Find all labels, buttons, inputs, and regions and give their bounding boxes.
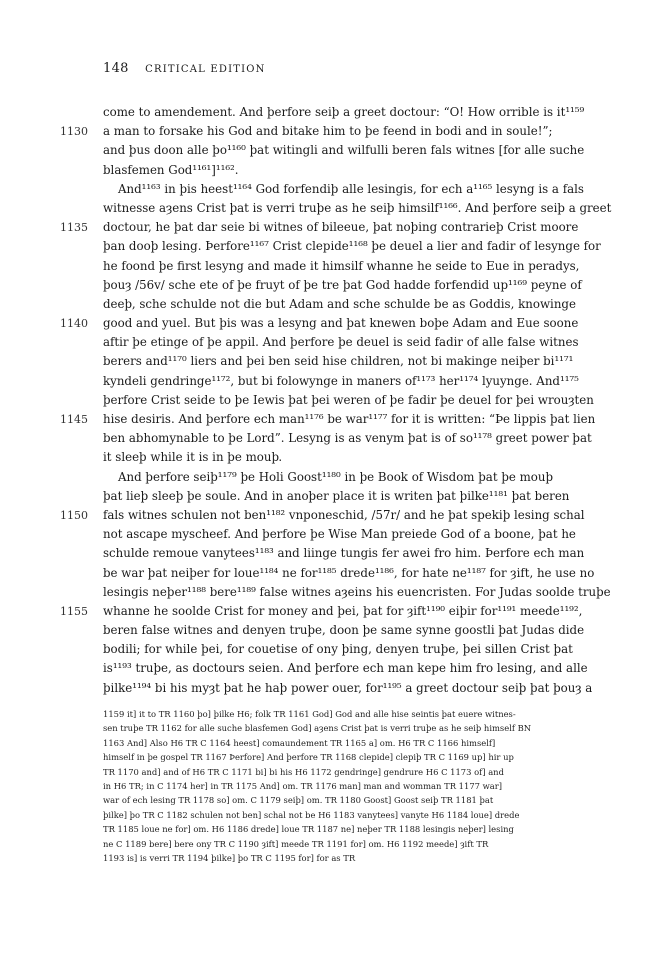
text-line-content: fals witnes schulen not ben¹¹⁸² vnponeschid, /57r/ and he þat spekiþ lesing schal: [103, 507, 585, 522]
text-line: [103, 391, 594, 410]
text-line: [103, 525, 575, 544]
text-line: [103, 333, 579, 352]
footnote-line: þilke] þo TR C 1182 schulen not ben] schal not be H6 1183 vanytees] vanyte H6 1184 loue] drede: [103, 809, 520, 820]
page-number: 148: [103, 61, 129, 76]
text-line: [103, 237, 601, 256]
text-line-content: lesingis neþer¹¹⁸⁸ bere¹¹⁸⁹ false witnes aȝeins his euencristen. For Judas soolde truþe: [103, 584, 611, 599]
footnote-line: TR 1185 loue ne for] om. H6 1186 drede] loue TR 1187 ne] neþer TR 1188 lesingis neþer] lesing: [103, 824, 514, 835]
text-line: [103, 583, 611, 602]
footnote-line: himself in þe gospel TR 1167 Þerfore] And þerfore TR 1168 clepide] clepiþ TR C 1169 up] hir up: [103, 752, 514, 763]
text-line: [60, 602, 583, 621]
text-line: [60, 218, 579, 237]
text-line: [103, 199, 612, 218]
running-title: CRITICAL EDITION: [145, 64, 266, 75]
text-line-content: he foond þe first lesyng and made it himsilf whanne he seide to Eue in peradys,: [103, 258, 580, 273]
text-line-content: þan dooþ lesing. Þerfore¹¹⁶⁷ Crist clepide¹¹⁶⁸ þe deuel a lier and fadir of lesynge for: [103, 239, 601, 254]
text-line: [103, 621, 585, 640]
text-line: [103, 448, 575, 467]
footnote-line: ne C 1189 bere] bere ony TR C 1190 ȝift] meede TR 1191 for] om. H6 1192 meede] ȝift TR: [103, 838, 489, 849]
text-line-content: a man to forsake his God and bitake him to þe feend in bodi and in soule!”;: [103, 124, 553, 139]
text-line: [103, 679, 593, 698]
text-line: [103, 487, 575, 506]
text-line-content: and þus doon alle þo¹¹⁶⁰ þat witingli and wilfulli beren fals witnes [for alle suche: [103, 143, 585, 158]
text-line-content: be war þat neiþer for loue¹¹⁸⁴ ne for¹¹⁸⁵ drede¹¹⁸⁶, for hate ne¹¹⁸⁷ for ȝift, he use no: [103, 565, 595, 580]
footnote-line: 1159 it] it to TR 1160 þo] þilke H6; folk TR 1161 God] God and alle hise seintis þat euere witnes-: [103, 709, 516, 719]
text-line-content: schulde remoue vanytees¹¹⁸³ and liinge tungis fer awei fro him. Þerfore ech man: [103, 546, 585, 561]
footnote-line: in H6 TR; in C 1174 her] in TR 1175 And] om. TR 1176 man] man and womman TR 1177 war]: [103, 780, 503, 791]
text-line-content: not ascape myscheef. And þerfore þe Wise Man preiede God of a boone, þat he: [103, 527, 576, 542]
line-number: 1150: [60, 508, 88, 522]
text-line: [103, 161, 575, 180]
text-line-content: beren false witnes and denyen truþe, doon þe same synne goostli þat Judas dide: [103, 623, 585, 638]
text-line-content: berers and¹¹⁷⁰ liers and þei ben seid hise children, not bi makinge neiþer bi¹¹⁷¹: [103, 354, 574, 369]
text-line: [103, 103, 585, 122]
text-line: [103, 295, 575, 314]
text-line-content: kyndeli gendringe¹¹⁷², but bi folowynge in maners of¹¹⁷³ her¹¹⁷⁴ lyuynge. And¹¹⁷⁵: [103, 373, 579, 388]
footnote-line: TR 1170 and] and of H6 TR C 1171 bi] bi his H6 1172 gendringe] gendrure H6 C 1173 of] and: [103, 766, 504, 777]
line-number: 1140: [60, 317, 88, 331]
text-line: [103, 180, 584, 199]
text-line: [103, 429, 592, 448]
footnote-line: 1193 is] is verri TR 1194 þilke] þo TR C 1195 for] for as TR: [103, 852, 356, 863]
text-line: [60, 314, 579, 333]
text-line-content: And þerfore seiþ¹¹⁷⁹ þe Holi Goost¹¹⁸⁰ in þe Book of Wisdom þat þe mouþ: [103, 469, 554, 484]
text-line-content: deeþ, sche schulde not die but Adam and sche schulde be as Goddis, knowinge: [103, 296, 576, 311]
text-line: [60, 122, 575, 141]
text-line-content: þat lieþ sleeþ þe soule. And in anoþer place it is writen þat þilke¹¹⁸¹ þat beren: [103, 488, 570, 503]
footnote-line: war of ech lesing TR 1178 so] om. C 1179 seiþ] om. TR 1180 Goost] Goost seiþ TR 1181 þat: [103, 795, 494, 806]
text-line-content: it sleeþ while it is in þe mouþ.: [103, 450, 283, 465]
text-line: [103, 257, 580, 276]
text-line: [103, 544, 585, 563]
text-line-content: bodili; for while þei, for couetise of ony þing, denyen truþe, þei sillen Crist þat: [103, 642, 573, 657]
text-line-content: whanne he soolde Crist for money and þei, þat for ȝift¹¹⁹⁰ eiþir for¹¹⁹¹ meede¹¹⁹²,: [103, 603, 583, 618]
line-number: 1155: [60, 604, 88, 618]
text-line-content: aftir þe etinge of þe appil. And þerfore þe deuel is seid fadir of alle false witnes: [103, 335, 579, 350]
text-line-content: come to amendement. And þerfore seiþ a greet doctour: “O! How orrible is it¹¹⁵⁹: [103, 105, 585, 119]
edition-text: [60, 103, 612, 698]
line-number: 1145: [60, 413, 88, 426]
line-number: 1130: [60, 125, 88, 139]
text-line-content: doctour, he þat dar seie bi witnes of bileeue, þat noþing contrarieþ Crist moore: [103, 220, 579, 235]
text-line: [103, 564, 595, 583]
text-line-content: hise desiris. And þerfore ech man¹¹⁷⁶ be war¹¹⁷⁷ for it is written: “Þe lippis þat lien: [103, 412, 596, 426]
critical-apparatus: [103, 707, 578, 865]
text-line: [60, 506, 585, 525]
text-line-content: is¹¹⁹³ truþe, as doctours seien. And þerfore ech man kepe him fro lesing, and alle: [103, 661, 588, 676]
text-line: [103, 468, 575, 487]
text-line-content: þouȝ /56v/ sche ete of þe fruyt of þe tre þat God hadde forfendid up¹¹⁶⁹ peyne of: [103, 277, 582, 292]
text-line: [103, 141, 585, 160]
running-header: [103, 61, 573, 76]
text-line-content: blasfemen God¹¹⁶¹]¹¹⁶².: [103, 162, 239, 177]
text-line-content: And¹¹⁶³ in þis heest¹¹⁶⁴ God forfendiþ alle lesingis, for ech a¹¹⁶⁵ lesyng is a fals: [103, 181, 584, 196]
text-line: [103, 640, 575, 659]
text-line-content: þilke¹¹⁹⁴ bi his myȝt þat he haþ power ouer, for¹¹⁹⁵ a greet doctour seiþ þat þouȝ a: [103, 680, 593, 695]
text-line: [103, 276, 582, 295]
text-line-content: witnesse aȝens Crist þat is verri truþe as he seiþ himsilf¹¹⁶⁶. And þerfore seiþ a greet: [103, 200, 612, 215]
text-line-content: ben abhomynable to þe Lord”. Lesyng is as venym þat is of so¹¹⁷⁸ greet power þat: [103, 431, 592, 446]
text-line-content: þerfore Crist seide to þe Iewis þat þei weren of þe fadir þe deuel for þei wrouȝten: [103, 392, 594, 407]
text-line: [103, 659, 588, 678]
line-number: 1135: [60, 221, 88, 235]
text-line: [60, 410, 596, 429]
footnote-line: 1163 And] Also H6 TR C 1164 heest] comaundement TR 1165 a] om. H6 TR C 1166 himself]: [103, 737, 496, 748]
footnote-line: sen truþe TR 1162 for alle suche blasfemen God] aȝens Crist þat is verri truþe as he seiþ himself BN: [103, 723, 532, 734]
text-line: [103, 372, 579, 391]
text-line-content: good and yuel. But þis was a lesyng and þat knewen boþe Adam and Eue soone: [103, 316, 579, 331]
text-line: [103, 352, 575, 371]
